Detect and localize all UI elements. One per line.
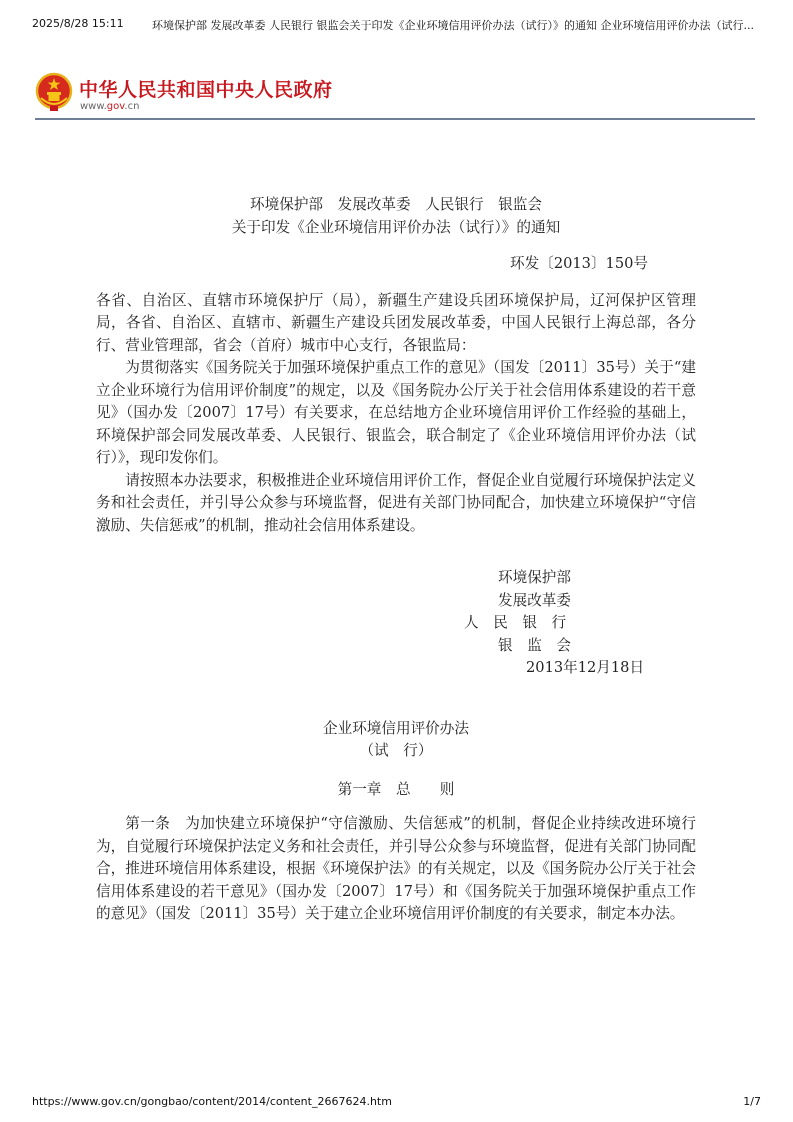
- measures-title: 企业环境信用评价办法: [323, 719, 469, 737]
- spacer: [96, 276, 696, 290]
- notice-title-line1: 环境保护部 发展改革委 人民银行 银监会: [250, 196, 542, 213]
- national-emblem-icon: [35, 72, 73, 112]
- notice-paragraph-1: 为贯彻落实《国务院关于加强环境保护重点工作的意见》（国发〔2011〕35号）关于“建立企业环境行为信用评价制度”的规定，以及《国务院办公厅关于社会信用体系建设的若干意见》（国办发〔2007〕17号）有关要求，在总结地方企业环境信用评价工作经验的基础上，环境保护部会同发展改革委、人民银行、银监会，联合制定了《企业环境信用评价办法（试行）》，现印发你们。: [96, 359, 696, 466]
- signer-cbrc: 银 监 会: [498, 636, 571, 654]
- notice-paragraph-2: 请按照本办法要求，积极推进企业环境信用评价工作，督促企业自觉履行环境保护法定义务和社会责任，并引导公众参与环境监督，促进有关部门协同配合，加快建立环境保护“守信激励、失信惩戒”的机制，推动社会信用体系建设。: [96, 471, 696, 534]
- recipients: 各省、自治区、直辖市环境保护厅（局），新疆生产建设兵团环境保护局，辽河保护区管理局，各省、自治区、直辖市、新疆生产建设兵团发展改革委，中国人民银行上海总部，各分行、营业管理部，省会（首府）城市中心支行，各银监局：: [96, 291, 696, 354]
- doc-number: 环发〔2013〕150号: [510, 255, 648, 272]
- site-url-suffix: .cn: [124, 101, 140, 112]
- signer-pboc: 人 民 银 行: [464, 614, 567, 631]
- measures-subtitle: （试 行）: [359, 742, 433, 759]
- signer-mep: 环境保护部: [498, 569, 571, 586]
- print-page-title: 环境保护部 发展改革委 人民银行 银监会关于印发《企业环境信用评价办法（试行）》的通知 企业环境信用评价办法（试行...: [152, 19, 754, 31]
- site-name: 中华人民共和国中央人民政府: [79, 79, 333, 101]
- header-divider: [35, 118, 755, 120]
- site-url-gov: gov: [106, 101, 125, 112]
- site-url-prefix: www.: [80, 101, 107, 112]
- spacer: [96, 537, 696, 567]
- spacer: [96, 239, 696, 253]
- signer-ndrc: 发展改革委: [498, 591, 571, 609]
- document-body: [96, 194, 696, 926]
- print-header: [32, 17, 761, 31]
- print-footer: [32, 1095, 761, 1109]
- site-header[interactable]: [35, 72, 755, 122]
- site-url: [80, 101, 139, 112]
- print-timestamp: 2025/8/28 15:11: [32, 17, 124, 30]
- notice-date: 2013年12月18日: [526, 659, 645, 676]
- signers-block: [464, 567, 696, 680]
- article-1: 第一条 为加快建立环境保护“守信激励、失信惩戒”的机制，督促企业持续改进环境行为，自觉履行环境保护法定义务和社会责任，并引导公众参与环境监督，促进有关部门协同配合，推进环境信用体系建设，根据《环境保护法》的有关规定，以及《国务院办公厅关于社会信用体系建设的若干意见》（国办发〔2007〕17号）和《国务院关于加强环境保护重点工作的意见》（国发〔2011〕35号）关于建立企业环境信用评价制度的有关要求，制定本办法。: [96, 815, 696, 922]
- spacer: [96, 680, 696, 718]
- chapter-heading: 第一章 总 则: [337, 780, 455, 798]
- page-number: 1/7: [743, 1095, 761, 1108]
- notice-title-line2: 关于印发《企业环境信用评价办法（试行）》的通知: [231, 218, 561, 236]
- print-url[interactable]: https://www.gov.cn/gongbao/content/2014/content_2667624.htm: [32, 1095, 392, 1108]
